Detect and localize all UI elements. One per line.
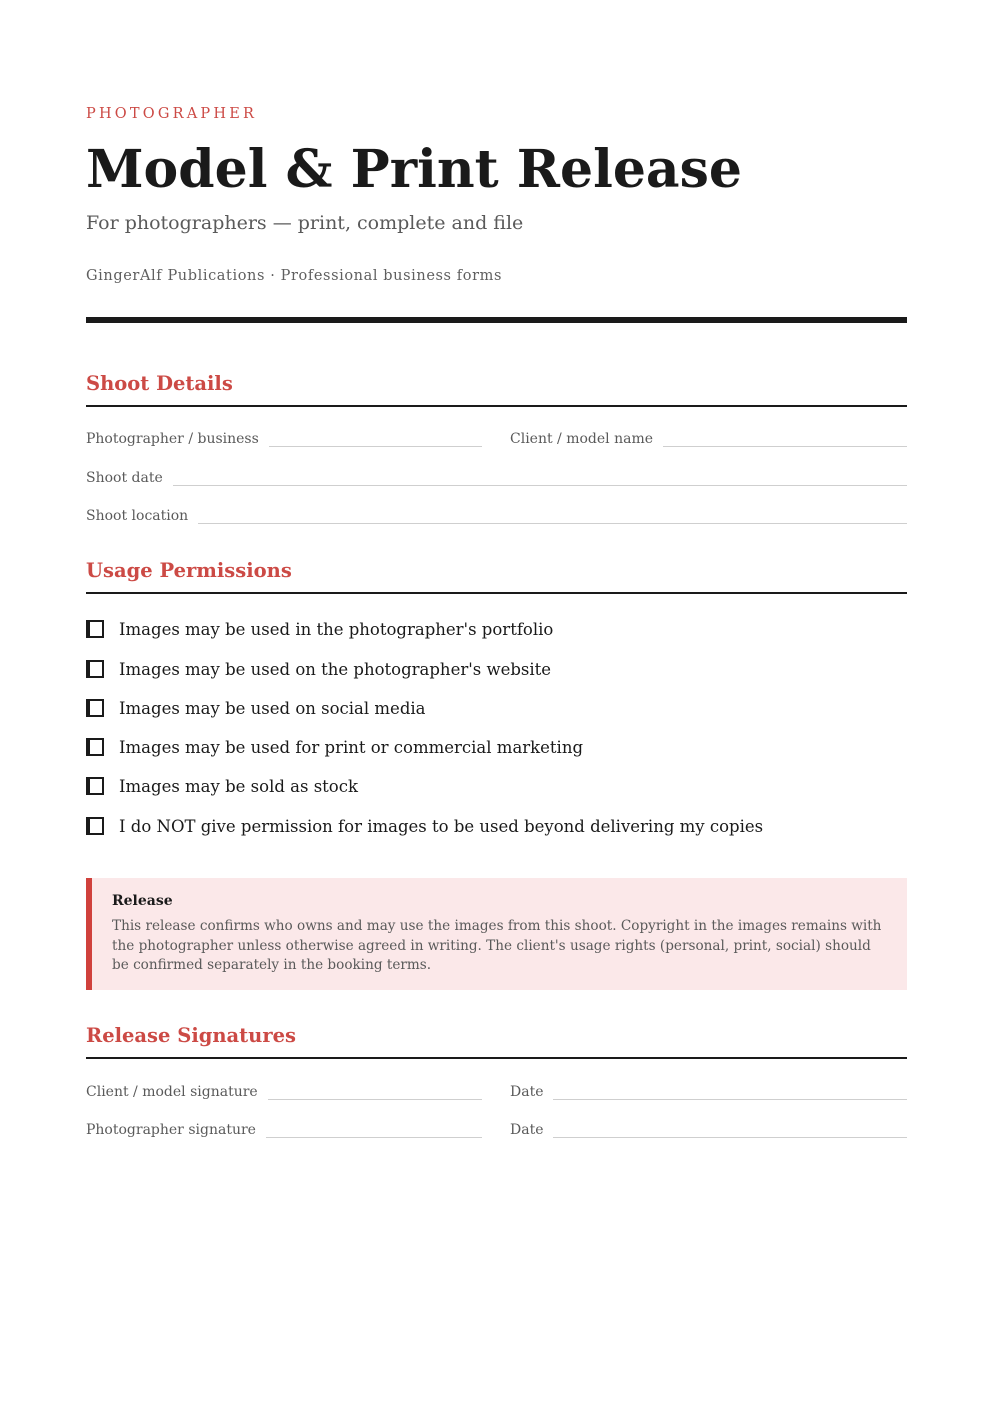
shoot-location-input-line[interactable] bbox=[198, 523, 907, 524]
shoot-location-label: Shoot location bbox=[86, 508, 189, 524]
checkbox[interactable] bbox=[86, 817, 104, 835]
photographer-signature-date-field[interactable] bbox=[510, 1116, 907, 1138]
client-model-name-field[interactable] bbox=[510, 425, 907, 447]
date-input-line[interactable] bbox=[553, 1137, 907, 1138]
permission-item-social-media[interactable] bbox=[86, 697, 426, 719]
permission-label: Images may be used on social media bbox=[119, 698, 426, 718]
release-note bbox=[86, 878, 907, 990]
release-note-title: Release bbox=[112, 893, 173, 909]
permission-label: Images may be used on the photographer's website bbox=[119, 659, 552, 679]
permission-item-portfolio[interactable] bbox=[86, 618, 553, 640]
checkbox[interactable] bbox=[86, 738, 104, 756]
photographer-signature-input-line[interactable] bbox=[266, 1137, 482, 1138]
photographer-business-field[interactable] bbox=[86, 425, 482, 447]
shoot-date-input-line[interactable] bbox=[173, 485, 907, 486]
photographer-business-label: Photographer / business bbox=[86, 431, 259, 447]
section-divider bbox=[86, 1057, 907, 1059]
date-input-line[interactable] bbox=[553, 1099, 907, 1100]
section-title-usage-permissions: Usage Permissions bbox=[86, 559, 292, 582]
date-label: Date bbox=[510, 1084, 544, 1100]
section-divider bbox=[86, 405, 907, 407]
permission-label: Images may be sold as stock bbox=[119, 776, 358, 796]
form-category: PHOTOGRAPHER bbox=[86, 106, 258, 122]
permission-item-stock[interactable] bbox=[86, 775, 358, 797]
photographer-business-input-line[interactable] bbox=[269, 446, 482, 447]
client-model-name-input-line[interactable] bbox=[663, 446, 907, 447]
permission-item-print-marketing[interactable] bbox=[86, 736, 583, 758]
section-title-shoot-details: Shoot Details bbox=[86, 372, 233, 395]
shoot-date-label: Shoot date bbox=[86, 470, 163, 486]
client-model-name-label: Client / model name bbox=[510, 431, 654, 447]
photographer-signature-label: Photographer signature bbox=[86, 1122, 256, 1138]
date-label: Date bbox=[510, 1122, 544, 1138]
checkbox[interactable] bbox=[86, 777, 104, 795]
shoot-location-field[interactable] bbox=[86, 502, 907, 524]
client-signature-field[interactable] bbox=[86, 1078, 482, 1100]
client-signature-input-line[interactable] bbox=[268, 1099, 482, 1100]
publisher-line: GingerAlf Publications · Professional business forms bbox=[86, 268, 503, 284]
checkbox[interactable] bbox=[86, 699, 104, 717]
client-signature-label: Client / model signature bbox=[86, 1084, 258, 1100]
photographer-signature-field[interactable] bbox=[86, 1116, 482, 1138]
header-divider bbox=[86, 317, 907, 323]
shoot-date-field[interactable] bbox=[86, 464, 907, 486]
permission-item-no-permission[interactable] bbox=[86, 815, 763, 837]
page-subtitle: For photographers — print, complete and file bbox=[86, 212, 524, 234]
checkbox[interactable] bbox=[86, 620, 104, 638]
permission-item-website[interactable] bbox=[86, 658, 551, 680]
page-title: Model & Print Release bbox=[86, 139, 742, 200]
section-divider bbox=[86, 592, 907, 594]
permission-label: I do NOT give permission for images to be used beyond delivering my copies bbox=[119, 816, 764, 836]
client-signature-date-field[interactable] bbox=[510, 1078, 907, 1100]
permission-label: Images may be used for print or commercial marketing bbox=[119, 737, 584, 757]
permission-label: Images may be used in the photographer's portfolio bbox=[119, 619, 554, 639]
section-title-release-signatures: Release Signatures bbox=[86, 1024, 297, 1047]
release-note-body: This release confirms who owns and may use the images from this shoot. Copyright in the images remains with the photographer unless otherwise agreed in writing. The client's usage rights (personal, print, social) should be confirmed separately in the booking terms. bbox=[112, 918, 882, 973]
checkbox[interactable] bbox=[86, 660, 104, 678]
